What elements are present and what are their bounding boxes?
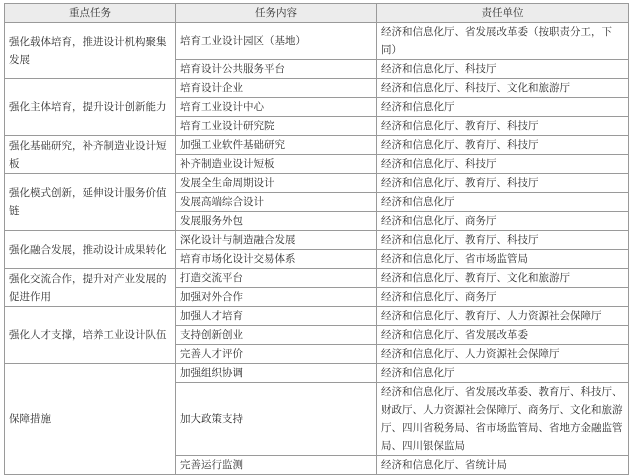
- responsible-unit-cell: 经济和信息化厅: [377, 193, 629, 212]
- task-content-cell: 发展全生命周期设计: [176, 174, 377, 193]
- header-key-task: 重点任务: [5, 4, 176, 23]
- responsible-unit-cell: 经济和信息化厅、科技厅: [377, 155, 629, 174]
- table-row: [5, 136, 629, 155]
- responsible-unit-cell: 经济和信息化厅、省发展改革委、教育厅、科技厅、财政厅、人力资源社会保障厅、商务厅、文化和旅游厅、四川省税务局、省市场监管局、省地方金融监管局、四川银保监局: [377, 383, 629, 456]
- key-task-cell: 保障措施: [5, 364, 176, 475]
- responsible-unit-cell: 经济和信息化厅、科技厅: [377, 60, 629, 79]
- task-content-cell: 完善运行监测: [176, 456, 377, 475]
- responsible-unit-cell: 经济和信息化厅、教育厅、科技厅: [377, 174, 629, 193]
- responsible-unit-cell: 经济和信息化厅、教育厅、科技厅: [377, 136, 629, 155]
- key-task-cell: 强化载体培育，推进设计机构聚集发展: [5, 23, 176, 79]
- responsible-unit-cell: 经济和信息化厅、人力资源社会保障厅: [377, 345, 629, 364]
- task-content-cell: 加强工业软件基础研究: [176, 136, 377, 155]
- task-content-cell: 加强人才培育: [176, 307, 377, 326]
- responsibility-table: [4, 3, 629, 475]
- table-row: [5, 174, 629, 193]
- key-task-cell: 强化交流合作，提升对产业发展的促进作用: [5, 269, 176, 307]
- responsible-unit-cell: 经济和信息化厅: [377, 98, 629, 117]
- key-task-cell: 强化基础研究，补齐制造业设计短板: [5, 136, 176, 174]
- responsible-unit-cell: 经济和信息化厅、商务厅: [377, 288, 629, 307]
- responsible-unit-cell: 经济和信息化厅、商务厅: [377, 212, 629, 231]
- task-content-cell: 培育工业设计研究院: [176, 117, 377, 136]
- table-row: [5, 23, 629, 60]
- responsible-unit-cell: 经济和信息化厅、省统计局: [377, 456, 629, 475]
- responsible-unit-cell: 经济和信息化厅: [377, 364, 629, 383]
- table-row: [5, 79, 629, 98]
- responsible-unit-cell: 经济和信息化厅、教育厅、人力资源社会保障厅: [377, 307, 629, 326]
- task-content-cell: 培育工业设计中心: [176, 98, 377, 117]
- responsible-unit-cell: 经济和信息化厅、省市场监管局: [377, 250, 629, 269]
- responsible-unit-cell: 经济和信息化厅、教育厅、文化和旅游厅: [377, 269, 629, 288]
- responsible-unit-cell: 经济和信息化厅、教育厅、科技厅: [377, 231, 629, 250]
- responsible-unit-cell: 经济和信息化厅、教育厅、科技厅: [377, 117, 629, 136]
- header-responsible-unit: 责任单位: [377, 4, 629, 23]
- task-content-cell: 打造交流平台: [176, 269, 377, 288]
- responsibility-table-container: [4, 3, 628, 475]
- responsible-unit-cell: 经济和信息化厅、省发展改革委（按职责分工，下同）: [377, 23, 629, 60]
- table-row: [5, 269, 629, 288]
- key-task-cell: 强化融合发展，推动设计成果转化: [5, 231, 176, 269]
- task-content-cell: 加强对外合作: [176, 288, 377, 307]
- key-task-cell: 强化人才支撑，培养工业设计队伍: [5, 307, 176, 364]
- task-content-cell: 完善人才评价: [176, 345, 377, 364]
- table-row: [5, 231, 629, 250]
- header-task-content: 任务内容: [176, 4, 377, 23]
- responsible-unit-cell: 经济和信息化厅、科技厅、文化和旅游厅: [377, 79, 629, 98]
- task-content-cell: 加大政策支持: [176, 383, 377, 456]
- table-header-row: [5, 4, 629, 23]
- key-task-cell: 强化模式创新，延伸设计服务价值链: [5, 174, 176, 231]
- key-task-cell: 强化主体培育，提升设计创新能力: [5, 79, 176, 136]
- task-content-cell: 支持创新创业: [176, 326, 377, 345]
- task-content-cell: 发展服务外包: [176, 212, 377, 231]
- responsible-unit-cell: 经济和信息化厅、省发展改革委: [377, 326, 629, 345]
- task-content-cell: 培育设计公共服务平台: [176, 60, 377, 79]
- table-row: [5, 307, 629, 326]
- task-content-cell: 培育工业设计园区（基地）: [176, 23, 377, 60]
- task-content-cell: 补齐制造业设计短板: [176, 155, 377, 174]
- task-content-cell: 深化设计与制造融合发展: [176, 231, 377, 250]
- table-row: [5, 364, 629, 383]
- task-content-cell: 加强组织协调: [176, 364, 377, 383]
- task-content-cell: 发展高端综合设计: [176, 193, 377, 212]
- task-content-cell: 培育设计企业: [176, 79, 377, 98]
- task-content-cell: 培育市场化设计交易体系: [176, 250, 377, 269]
